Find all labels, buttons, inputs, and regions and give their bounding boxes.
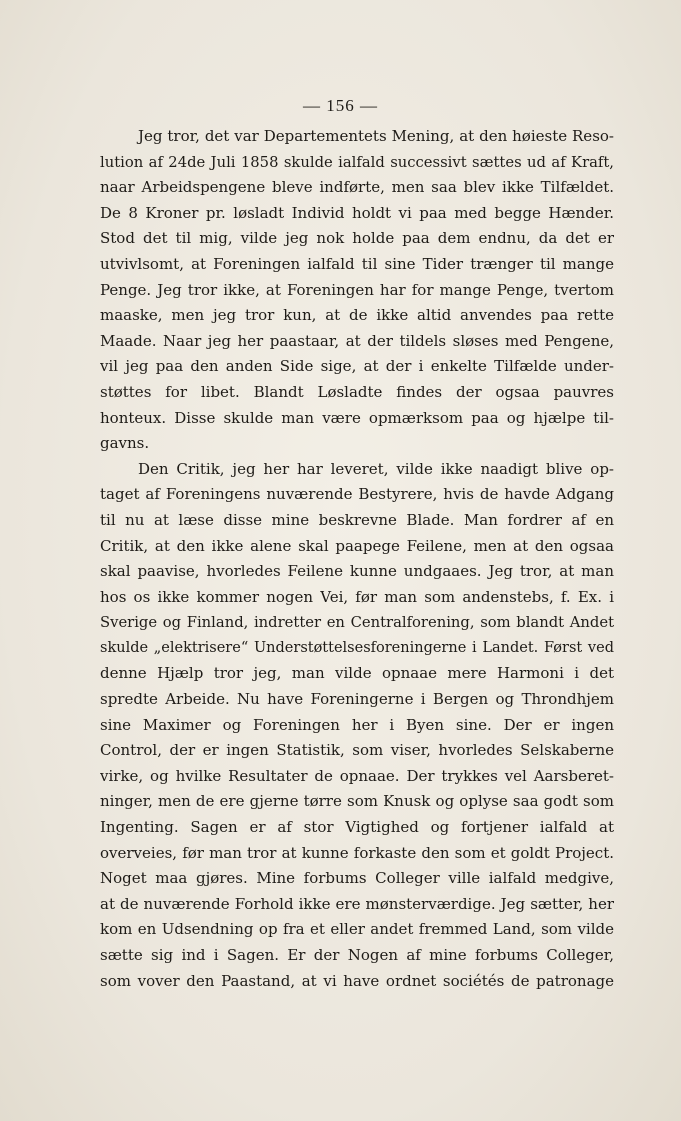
text-line: Den Critik, jeg her har leveret, vilde ikke naadigt blive op- — [138, 459, 614, 478]
page-number: — 156 — — [303, 96, 378, 115]
text-line: virke, og hvilke Resultater de opnaae. Der trykkes vel Aarsberet- — [100, 766, 614, 785]
text-line: at de nuværende Forhold ikke ere mønsterværdige. Jeg sætter, her — [100, 894, 614, 913]
text-line: ninger, men de ere gjerne tørre som Knusk og oplyse saa godt som — [100, 792, 614, 811]
text-line: sætte sig ind i Sagen. Er der Nogen af mine forbums Colleger, — [100, 946, 614, 964]
text-line: Ingenting. Sagen er af stor Vigtighed og fortjener ialfald at — [100, 818, 614, 837]
text-line: Noget maa gjøres. Mine forbums Colleger ville ialfald medgive, — [100, 869, 614, 888]
text-line: støttes for libet. Blandt Løsladte findes der ogsaa pauvres — [100, 382, 614, 401]
text-line: hos os ikke kommer nogen Vei, før man som andenstebs, f. Ex. i — [100, 587, 614, 606]
text-line: utvivlsomt, at Foreningen ialfald til sine Tider trænger til mange — [100, 254, 614, 273]
text-line: Penge. Jeg tror ikke, at Foreningen har for mange Penge, tvertom — [100, 280, 614, 299]
text-line: skulde „elektrisere“ Understøttelsesforeningerne i Landet. Først ved — [100, 639, 614, 656]
text-line: naar Arbeidspengene bleve indførte, men saa blev ikke Tilfældet. — [100, 178, 614, 197]
text-line: vil jeg paa den anden Side sige, at der i enkelte Tilfælde under- — [100, 357, 614, 376]
text-line: sine Maximer og Foreningen her i Byen sine. Der er ingen — [100, 715, 614, 734]
text-line: spredte Arbeide. Nu have Foreningerne i Bergen og Throndhjem — [100, 690, 614, 709]
text-line: De 8 Kroner pr. løsladt Individ holdt vi paa med begge Hænder. — [100, 203, 614, 222]
text-line: Maade. Naar jeg her paastaar, at der tildels sløses med Pengene, — [100, 331, 614, 350]
text-line: Stod det til mig, vilde jeg nok holde paa dem endnu, da det er — [100, 229, 614, 248]
text-line: Control, der er ingen Statistik, som viser, hvorledes Selskaberne — [100, 741, 614, 760]
text-line: Sverige og Finland, indretter en Centralforening, som blandt Andet — [100, 614, 614, 632]
text-line: denne Hjælp tror jeg, man vilde opnaae mere Harmoni i det — [100, 664, 614, 683]
text-line: lution af 24de Juli 1858 skulde ialfald successivt sættes ud af Kraft, — [100, 153, 614, 171]
text-line: gavns. — [100, 434, 150, 453]
text-line: maaske, men jeg tror kun, at de ikke altid anvendes paa rette — [100, 306, 614, 325]
text-line: overveies, før man tror at kunne forkaste den som et goldt Project. — [100, 843, 614, 862]
text-line: taget af Foreningens nuværende Bestyrere, hvis de havde Adgang — [100, 485, 614, 504]
text-line: som vover den Paastand, at vi have ordnet sociétés de patronage — [100, 971, 614, 990]
text-line: skal paavise, hvorledes Feilene kunne undgaaes. Jeg tror, at man — [100, 562, 614, 581]
text-line: Critik, at den ikke alene skal paapege Feilene, men at den ogsaa — [100, 536, 614, 555]
text-line: kom en Udsendning op fra et eller andet fremmed Land, som vilde — [100, 920, 614, 939]
text-line: til nu at læse disse mine beskrevne Blade. Man fordrer af en — [100, 510, 614, 529]
text-line: honteux. Disse skulde man være opmærksom paa og hjælpe til- — [100, 408, 614, 427]
text-line: Jeg tror, det var Departementets Mening, at den høieste Reso- — [138, 127, 614, 145]
body-text — [100, 124, 614, 994]
